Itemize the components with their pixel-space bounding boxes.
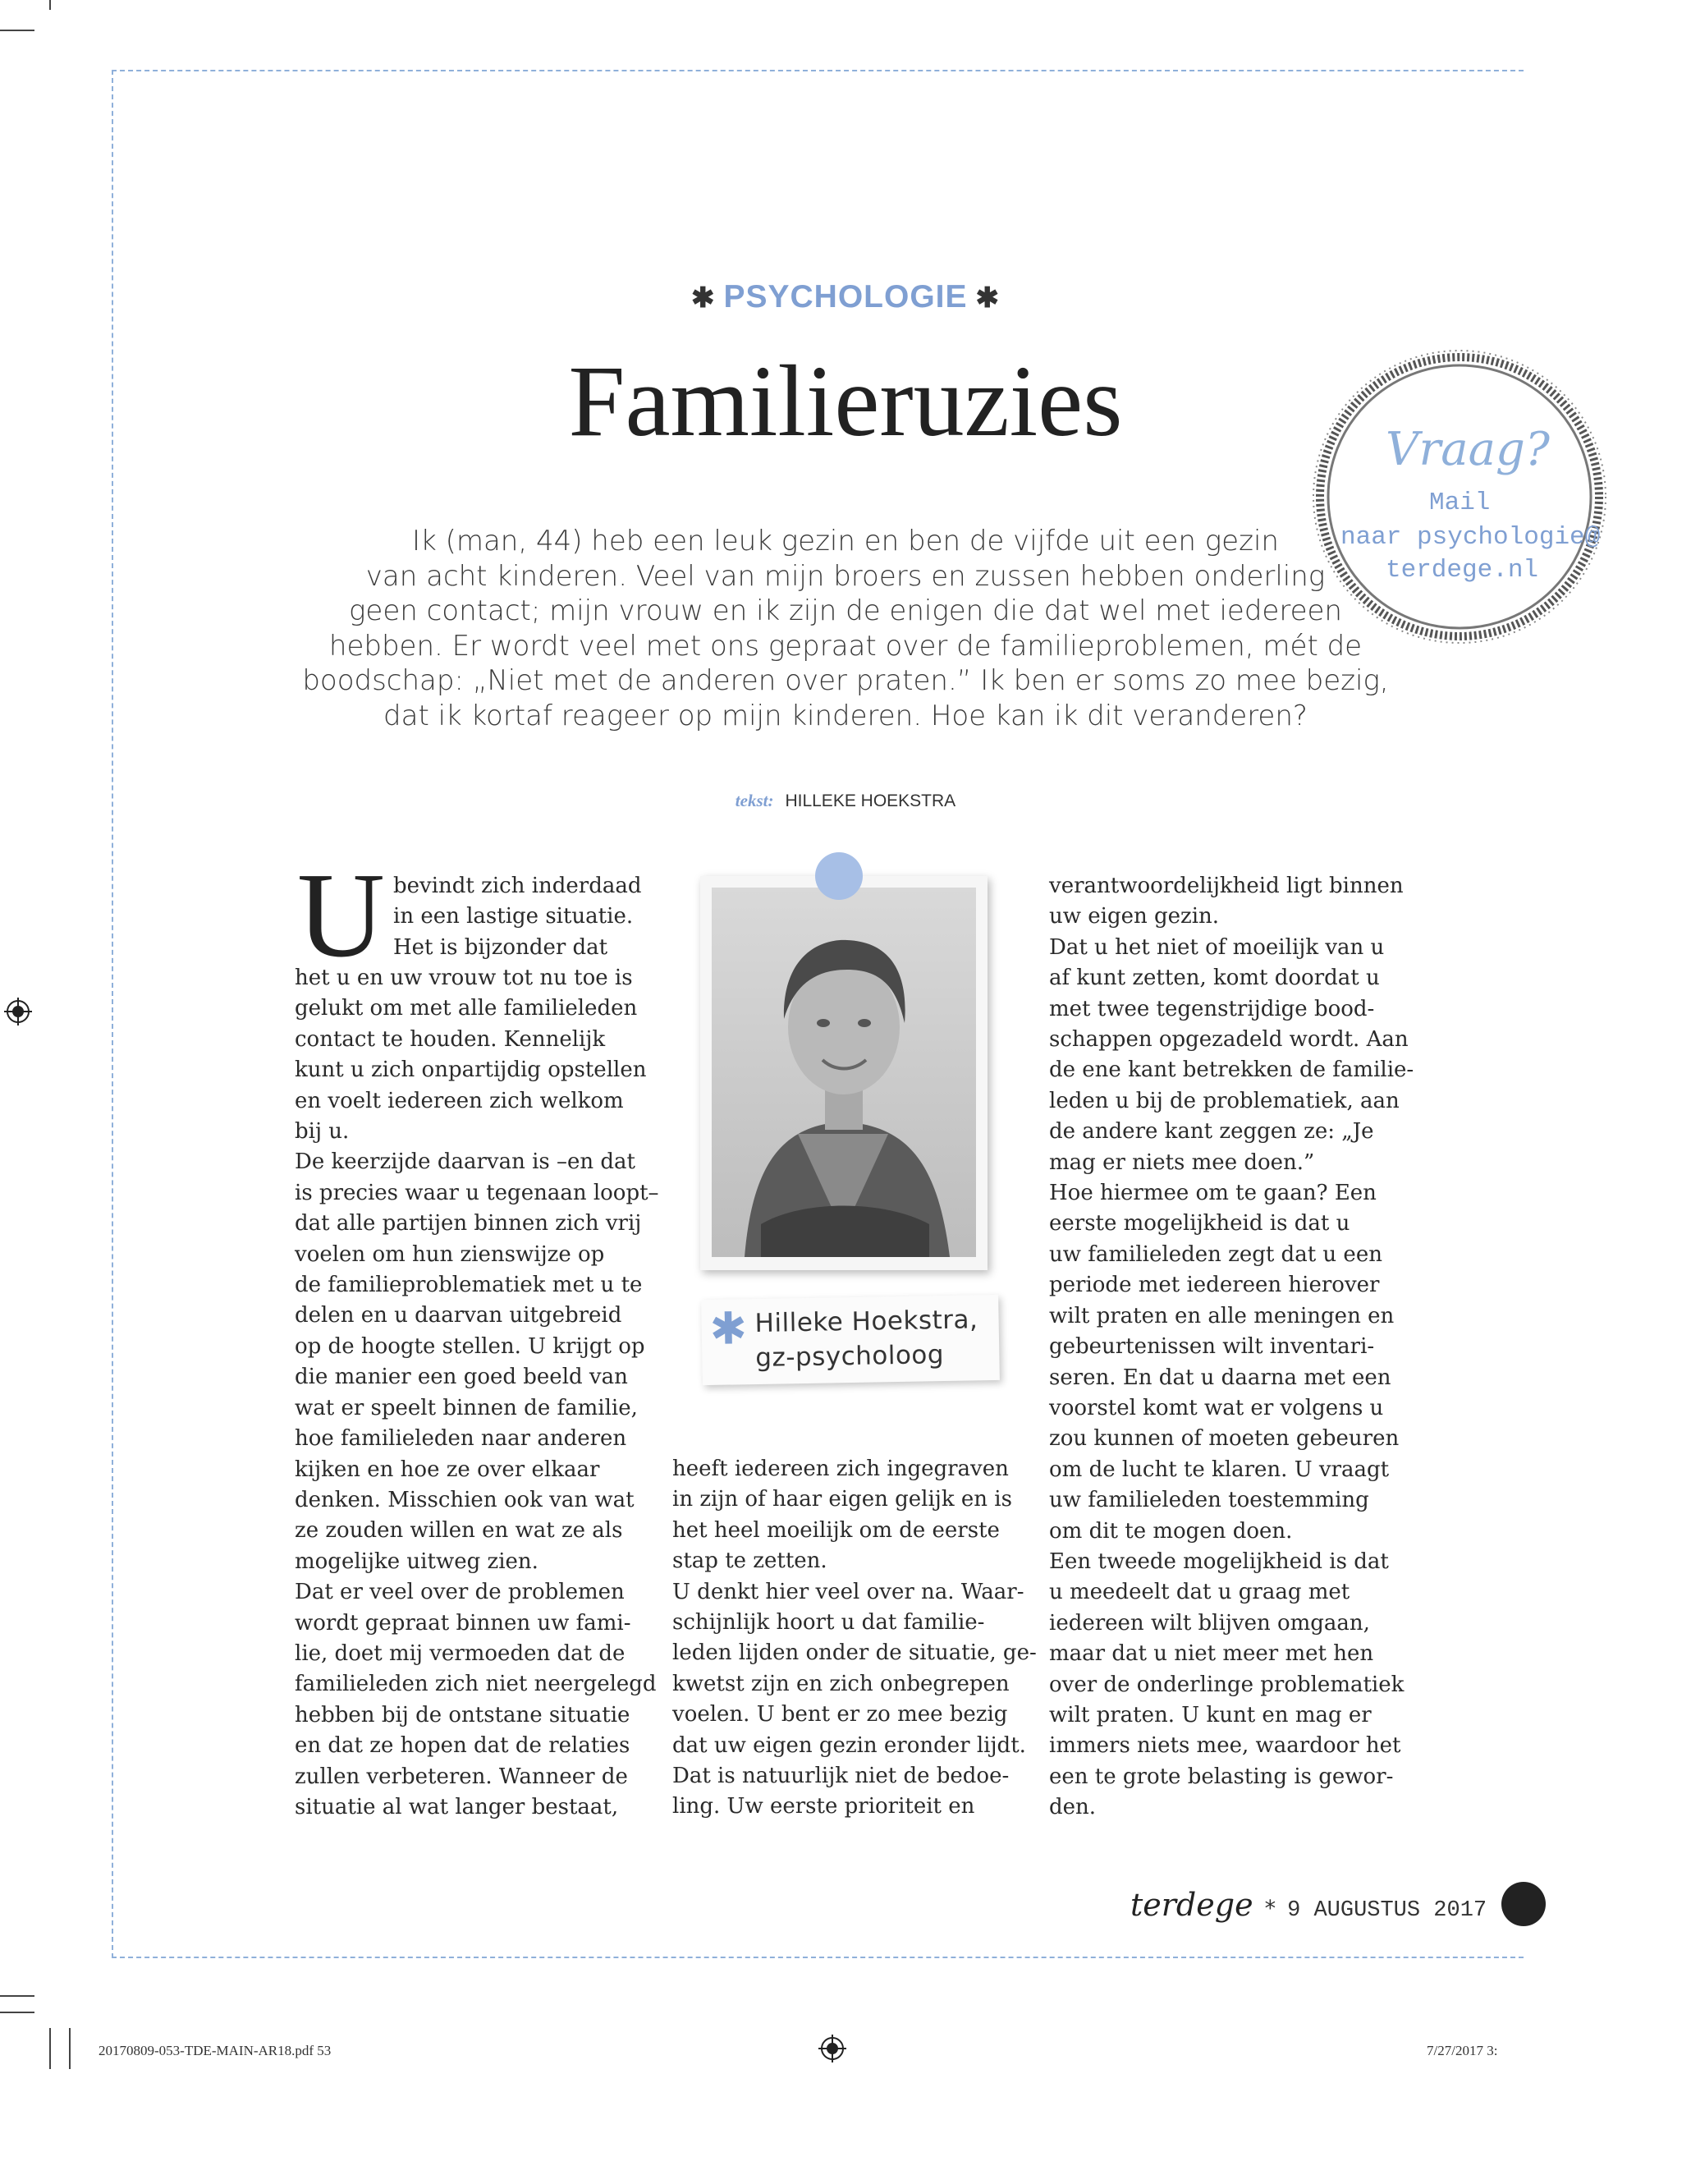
text-line: met twee tegenstrijdige bood- bbox=[1049, 996, 1375, 1021]
text-line: kwetst zijn en zich onbegrepen bbox=[672, 1671, 1010, 1696]
text-line: het heel moeilijk om de eerste bbox=[672, 1517, 1000, 1543]
text-line: wilt praten en alle meningen en bbox=[1049, 1303, 1395, 1328]
text-line: De keerzijde daarvan is –en dat bbox=[295, 1149, 636, 1175]
text-line: denken. Misschien ook van wat bbox=[295, 1487, 635, 1512]
text-line: voelen om hun zienswijze op bbox=[295, 1241, 605, 1267]
text-line: in een lastige situatie. bbox=[393, 904, 634, 929]
text-line: Dat is natuurlijk niet de bedoe- bbox=[672, 1764, 1010, 1789]
author-photo-frame bbox=[700, 876, 988, 1270]
text-line: over de onderlinge problematiek bbox=[1049, 1672, 1405, 1697]
asterisk-icon: ✱ bbox=[709, 1302, 748, 1355]
text-line: uw familieleden toestemming bbox=[1049, 1488, 1369, 1513]
text-line: heeft iedereen zich ingegraven bbox=[672, 1457, 1009, 1481]
text-line: om dit te mogen doen. bbox=[1049, 1518, 1293, 1544]
text-line: die manier een goed beeld van bbox=[295, 1365, 628, 1390]
text-line: wordt gepraat binnen uw fami- bbox=[295, 1610, 631, 1636]
lede-line: van acht kinderen. Veel van mijn broers en zussen hebben onderling bbox=[365, 559, 1326, 593]
text-line: het u en uw vrouw tot nu toe is bbox=[295, 966, 633, 990]
crop-mark bbox=[0, 30, 34, 31]
text-line: bevindt zich inderdaad bbox=[393, 874, 642, 898]
text-line: ling. Uw eerste prioriteit en bbox=[672, 1794, 975, 1819]
text-line: lie, doet mij vermoeden dat de bbox=[295, 1640, 626, 1666]
text-line: en voelt iedereen zich welkom bbox=[295, 1088, 624, 1113]
crop-mark bbox=[49, 0, 51, 10]
text-line: verantwoordelijkheid ligt binnen bbox=[1049, 874, 1404, 898]
text-line: voorstel komt wat er volgens u bbox=[1049, 1395, 1384, 1420]
text-line: Dat er veel over de problemen bbox=[295, 1580, 625, 1605]
text-line: de andere kant zeggen ze: „Je bbox=[1049, 1119, 1374, 1145]
text-line: den. bbox=[1049, 1795, 1097, 1820]
text-line: mag er niets mee doen.” bbox=[1049, 1149, 1315, 1175]
caption-role: gz-psycholoog bbox=[755, 1340, 945, 1374]
text-line: in zijn of haar eigen gelijk en is bbox=[672, 1487, 1012, 1512]
column-2 bbox=[672, 1454, 1037, 1823]
text-line: ze zouden willen en wat ze als bbox=[295, 1518, 623, 1544]
byline bbox=[0, 791, 1691, 811]
text-line: zou kunnen of moeten gebeuren bbox=[1049, 1426, 1400, 1452]
text-line: af kunt zetten, komt doordat u bbox=[1049, 966, 1380, 991]
pushpin-icon bbox=[815, 852, 863, 900]
magazine-brand: terdege bbox=[1130, 1887, 1253, 1923]
author-photo bbox=[712, 888, 976, 1257]
text-line: voelen. U bent er zo mee bezig bbox=[672, 1702, 1008, 1727]
caption-name: Hilleke Hoekstra, bbox=[754, 1305, 978, 1339]
text-line: is precies waar u tegenaan loopt– bbox=[295, 1180, 659, 1205]
page-footer bbox=[1130, 1887, 1487, 1923]
lede-line: Ik (man, 44) heb een leuk gezin en ben de vijfde uit een gezin bbox=[412, 525, 1279, 557]
stamp-line: Mail bbox=[1429, 489, 1491, 517]
text-line: contact te houden. Kennelijk bbox=[295, 1026, 606, 1052]
text-line: gelukt om met alle familieleden bbox=[295, 996, 638, 1021]
asterisk-icon: ✱ bbox=[975, 282, 1001, 314]
text-line: schijnlijk hoort u dat familie- bbox=[672, 1610, 985, 1636]
stamp-line: naar psychologie@ bbox=[1340, 523, 1601, 552]
lede-line: boodschap: „Niet met de anderen over praten.” Ik ben er soms zo mee bezig, bbox=[302, 664, 1389, 697]
text-line: kijken en hoe ze over elkaar bbox=[295, 1457, 600, 1482]
stamp-title: Vraag? bbox=[1386, 423, 1550, 476]
text-line: om de lucht te klaren. U vraagt bbox=[1049, 1457, 1390, 1482]
text-line: maar dat u niet meer met hen bbox=[1049, 1641, 1374, 1667]
text-line: Een tweede mogelijkheid is dat bbox=[1049, 1549, 1389, 1574]
crop-mark bbox=[49, 2028, 51, 2069]
text-line: leden lijden onder de situatie, ge- bbox=[672, 1640, 1037, 1666]
text-line: eerste mogelijkheid is dat u bbox=[1049, 1211, 1350, 1237]
text-line: kunt u zich onpartijdig opstellen bbox=[295, 1058, 647, 1083]
asterisk-icon: * bbox=[1264, 1896, 1276, 1921]
registration-mark-icon bbox=[818, 2035, 846, 2062]
text-line: u meedeelt dat u graag met bbox=[1049, 1580, 1350, 1605]
text-line: wilt praten. U kunt en mag er bbox=[1049, 1702, 1372, 1727]
byline-label: tekst: bbox=[735, 791, 774, 810]
lede-line: geen contact; mijn vrouw en ik zijn de enigen die dat wel met iedereen bbox=[349, 594, 1342, 627]
text-line: gebeurtenissen wilt inventari- bbox=[1049, 1334, 1375, 1360]
page-number-badge bbox=[1501, 1882, 1546, 1926]
lede-line: hebben. Er wordt veel met ons gepraat over de familieproblemen, mét de bbox=[328, 629, 1363, 663]
crop-mark bbox=[0, 2012, 34, 2013]
column-1-indented bbox=[393, 871, 642, 963]
text-line: schappen opgezadeld wordt. Aan bbox=[1049, 1027, 1409, 1053]
text-line: Dat u het niet of moeilijk van u bbox=[1049, 934, 1385, 960]
drop-cap: U bbox=[297, 848, 385, 983]
article-title: Familieruzies bbox=[568, 345, 1123, 457]
crop-mark bbox=[69, 2028, 71, 2069]
text-line: mogelijke uitweg zien. bbox=[295, 1549, 538, 1574]
text-line: hebben bij de ontstane situatie bbox=[295, 1702, 630, 1727]
text-line: zullen verbeteren. Wanneer de bbox=[295, 1764, 628, 1789]
text-line: situatie al wat langer bestaat, bbox=[295, 1794, 619, 1819]
issue-date: 9 AUGUSTUS 2017 bbox=[1287, 1898, 1487, 1923]
text-line: bij u. bbox=[295, 1119, 350, 1145]
text-line: uw familieleden zegt dat u een bbox=[1049, 1241, 1382, 1267]
text-line: familieleden zich niet neergelegd bbox=[295, 1672, 657, 1697]
text-line: op de hoogte stellen. U krijgt op bbox=[295, 1333, 645, 1359]
text-line: wat er speelt binnen de familie, bbox=[295, 1395, 638, 1420]
text-line: dat alle partijen binnen zich vrij bbox=[295, 1211, 642, 1237]
stamp-line: terdege.nl bbox=[1386, 556, 1539, 585]
text-line: periode met iedereen hierover bbox=[1049, 1273, 1380, 1298]
text-line: stap te zetten. bbox=[672, 1549, 827, 1574]
crop-mark bbox=[0, 1995, 34, 1997]
asterisk-icon: ✱ bbox=[690, 282, 716, 314]
text-line: U denkt hier veel over na. Waar- bbox=[672, 1579, 1024, 1604]
text-line: de familieproblematiek met u te bbox=[295, 1273, 643, 1298]
print-slug-datetime: 7/27/2017 3: bbox=[1427, 2043, 1498, 2058]
text-line: en dat ze hopen dat de relaties bbox=[295, 1733, 630, 1759]
column-3 bbox=[1049, 871, 1414, 1824]
text-line: iedereen wilt blijven omgaan, bbox=[1049, 1610, 1370, 1636]
column-1 bbox=[295, 963, 659, 1823]
section-kicker: ✱ PSYCHOLOGIE ✱ bbox=[690, 279, 1001, 314]
text-line: seren. En dat u daarna met een bbox=[1049, 1365, 1391, 1390]
text-line: leden u bij de problematiek, aan bbox=[1049, 1088, 1400, 1113]
text-line: Het is bijzonder dat bbox=[393, 934, 608, 960]
text-line: immers niets mee, waardoor het bbox=[1049, 1733, 1401, 1759]
text-line: Hoe hiermee om te gaan? Een bbox=[1049, 1181, 1377, 1206]
byline-author: HILLEKE HOEKSTRA bbox=[785, 791, 956, 810]
registration-mark-icon bbox=[4, 998, 32, 1025]
lede-line: dat ik kortaf reageer op mijn kinderen. Hoe kan ik dit veranderen? bbox=[383, 699, 1308, 732]
print-slug-file: 20170809-053-TDE-MAIN-AR18.pdf 53 bbox=[99, 2043, 332, 2058]
text-line: uw eigen gezin. bbox=[1049, 904, 1220, 929]
text-line: een te grote belasting is gewor- bbox=[1049, 1764, 1394, 1789]
text-line: delen en u daarvan uitgebreid bbox=[295, 1303, 622, 1328]
photo-caption bbox=[701, 1295, 1000, 1385]
text-line: dat uw eigen gezin eronder lijdt. bbox=[672, 1732, 1026, 1758]
text-line: hoe familieleden naar anderen bbox=[295, 1426, 627, 1452]
lede-question bbox=[296, 524, 1395, 733]
text-line: de ene kant betrekken de familie- bbox=[1049, 1058, 1414, 1083]
